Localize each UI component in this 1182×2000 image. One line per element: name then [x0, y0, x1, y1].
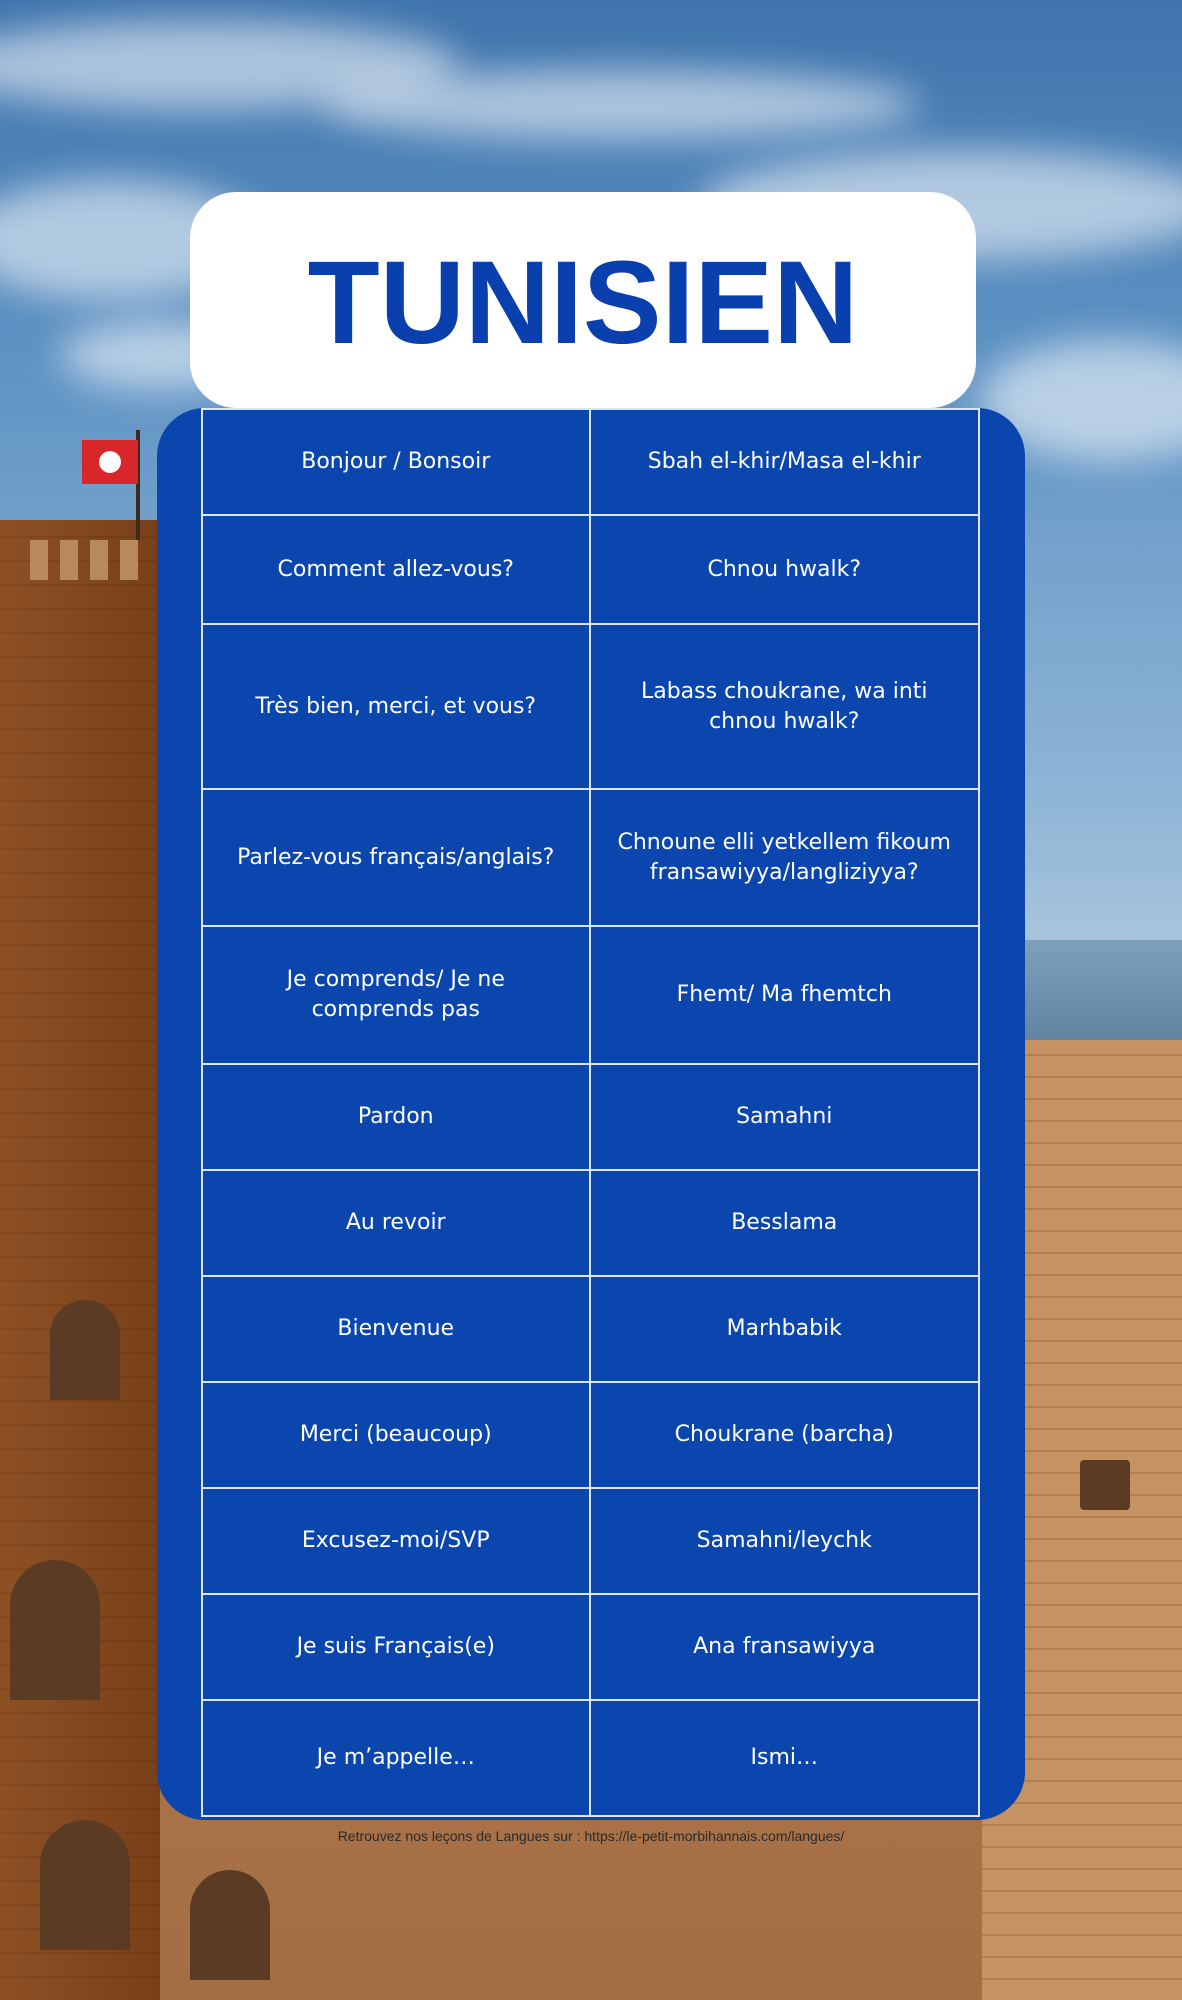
french-phrase: Très bien, merci, et vous?	[203, 625, 591, 788]
page-title: TUNISIEN	[307, 237, 859, 369]
phrase-table	[201, 408, 980, 1817]
french-phrase: Je m’appelle…	[203, 1701, 591, 1815]
tunisian-phrase: Choukrane (barcha)	[674, 1422, 894, 1447]
table-row	[203, 1065, 978, 1171]
title-card	[190, 192, 976, 408]
table-row	[203, 516, 978, 625]
tunisian-phrase: Fhemt/ Ma fhemtch	[676, 982, 892, 1007]
table-row	[203, 1489, 978, 1595]
table-row	[203, 1701, 978, 1817]
table-row	[203, 1383, 978, 1489]
french-phrase: Comment allez-vous?	[203, 516, 591, 623]
french-phrase: Pardon	[203, 1065, 591, 1169]
french-phrase: Bonjour / Bonsoir	[203, 410, 591, 514]
french-phrase: Je suis Français(e)	[203, 1595, 591, 1699]
tunisian-flag-icon	[82, 440, 138, 484]
tunisian-phrase: Samahni	[736, 1104, 833, 1129]
french-phrase: Bienvenue	[203, 1277, 591, 1381]
french-phrase: Excusez-moi/SVP	[203, 1489, 591, 1593]
footer-credit: Retrouvez nos leçons de Langues sur : https://le-petit-morbihannais.com/langues/	[337, 1828, 845, 1844]
tunisian-phrase: Besslama	[731, 1210, 838, 1235]
tunisian-phrase: Sbah el-khir/Masa el-khir	[647, 449, 921, 474]
french-phrase: Je comprends/ Je ne comprends pas	[203, 927, 591, 1063]
tunisian-phrase: Chnoune elli yetkellem fikoum fransawiyya/langliziyya?	[617, 829, 951, 885]
table-row	[203, 1171, 978, 1277]
table-row	[203, 790, 978, 927]
tunisian-phrase: Ismi…	[750, 1745, 818, 1770]
tunisian-phrase: Samahni/leychk	[696, 1528, 872, 1553]
tunisian-phrase: Marhbabik	[726, 1316, 842, 1341]
tunisian-phrase: Chnou hwalk?	[707, 556, 862, 582]
table-row	[203, 1277, 978, 1383]
table-row	[203, 625, 978, 790]
french-phrase: Au revoir	[203, 1171, 591, 1275]
french-phrase: Merci (beaucoup)	[203, 1383, 591, 1487]
table-row	[203, 927, 978, 1065]
tunisian-phrase: Labass choukrane, wa inti chnou hwalk?	[640, 678, 928, 734]
tunisian-phrase: Ana fransawiyya	[693, 1634, 876, 1659]
table-row	[203, 1595, 978, 1701]
table-row	[203, 408, 978, 516]
french-phrase: Parlez-vous français/anglais?	[203, 790, 591, 925]
